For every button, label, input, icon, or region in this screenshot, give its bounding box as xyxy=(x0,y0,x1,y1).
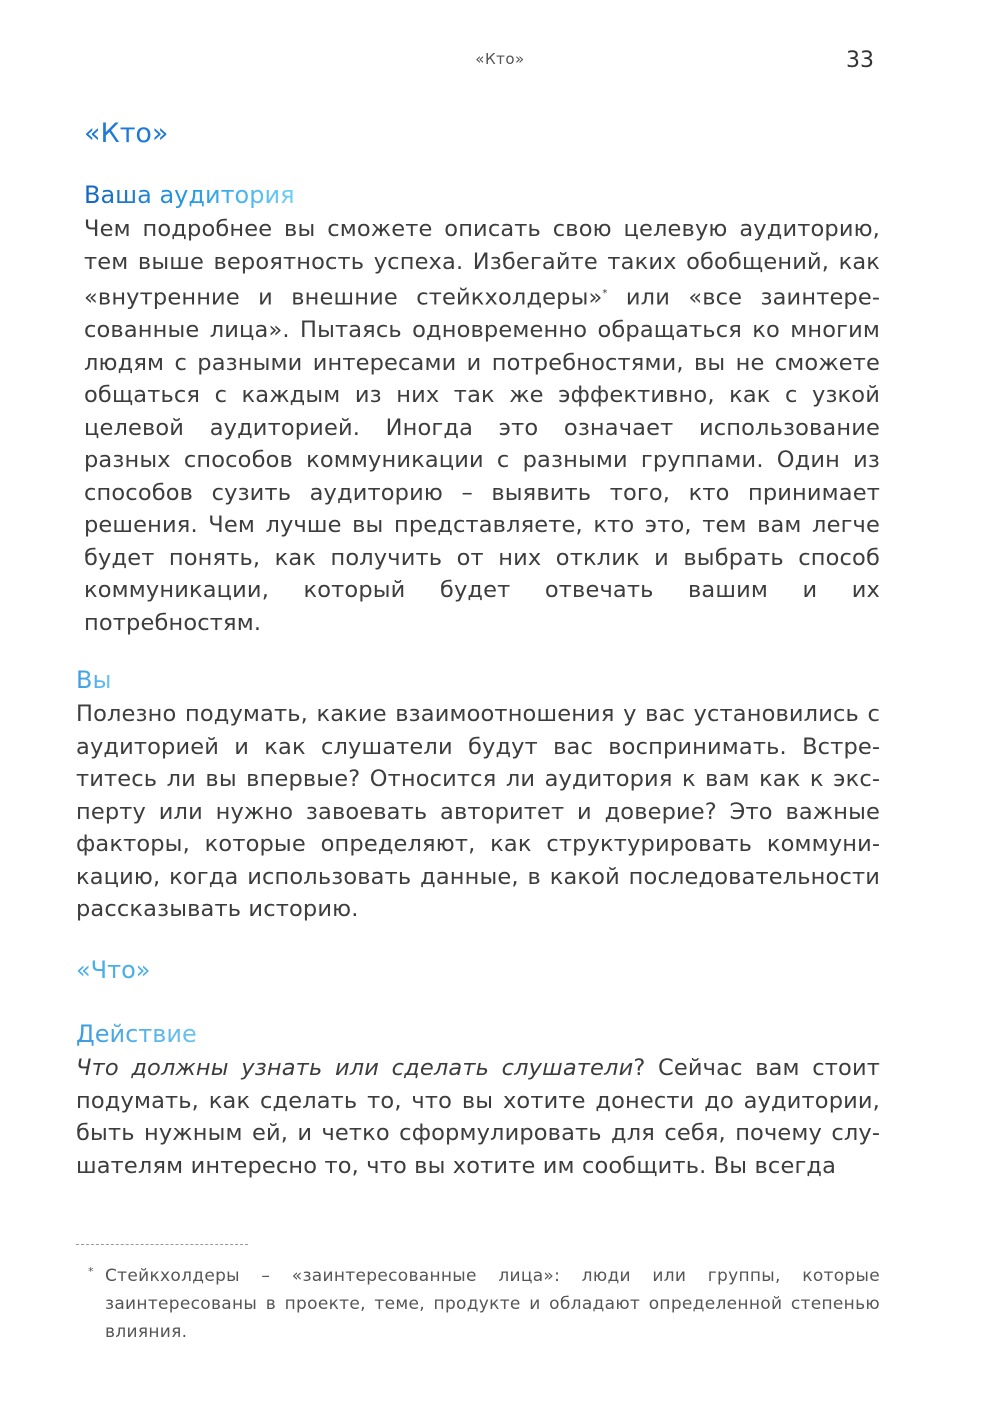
section-what-title: «Что» xyxy=(76,956,151,984)
you-block xyxy=(76,662,880,926)
action-text: ? Сейчас вам стоит подумать, как сделать то, что вы хотите донести до аудитории, быть нужным ей, и четко сформулировать для себя, почему слушателям интересно то, что вы хотите им сообщить. Вы всегда xyxy=(76,1055,880,1179)
audience-text-part1: Чем подробнее вы сможете описать свою целевую аудиторию, тем выше вероятность успеха. Избегайте таких обобщений, как «внутренние и внешние стейкхолдеры» xyxy=(84,216,880,311)
you-heading: Вы xyxy=(76,662,111,698)
action-question: Что должны узнать или сделать слушатели xyxy=(76,1055,634,1081)
action-block xyxy=(76,1016,880,1182)
audience-paragraph xyxy=(84,213,880,639)
section-what xyxy=(76,952,880,988)
footnote-marker: * xyxy=(88,1265,94,1278)
section-who-title: «Кто» xyxy=(84,118,169,149)
audience-block xyxy=(84,177,880,639)
footnote-divider xyxy=(76,1244,248,1245)
audience-heading: Ваша аудитория xyxy=(84,177,295,213)
running-header: «Кто» xyxy=(475,50,525,68)
footnote xyxy=(88,1262,880,1346)
you-paragraph: Полезно подумать, какие взаимоотношения у вас установились с аудиторией и как слушатели будут вас воспринимать. Встретитесь ли вы впервые? Относится ли аудитория к вам как к эксперту или нужно завоевать авторитет и доверие? Это важные факторы, которые определяют, как структурировать коммуникацию, когда использовать данные, в какой последовательности рассказывать историю. xyxy=(76,701,880,922)
action-heading: Действие xyxy=(76,1016,197,1052)
action-paragraph xyxy=(76,1052,880,1182)
footnote-text: Стейкхолдеры – «заинтересованные лица»: люди или группы, которые заинтересованы в проекте, теме, продукте и обладают определенной степенью влияния. xyxy=(105,1266,880,1342)
footnote-reference[interactable]: * xyxy=(602,288,608,299)
section-who xyxy=(84,116,880,152)
page-number: 33 xyxy=(846,48,874,73)
audience-text-part2: или «все заинтересованные лица». Пытаясь одновременно обращаться ко многим людям с разными интересами и потребностями, вы не сможете общаться с каждым из них так же эффективно, как с узкой целевой аудиторией. Иногда это означает использование разных способов коммуникации с разными группами. Один из способов сузить аудиторию – выявить того, кто принимает решения. Чем лучше вы представляете, кто это, тем вам легче будет понять, как получить от них отклик и выбрать способ коммуникации, который будет отвечать вашим и их потребностям. xyxy=(84,284,880,636)
